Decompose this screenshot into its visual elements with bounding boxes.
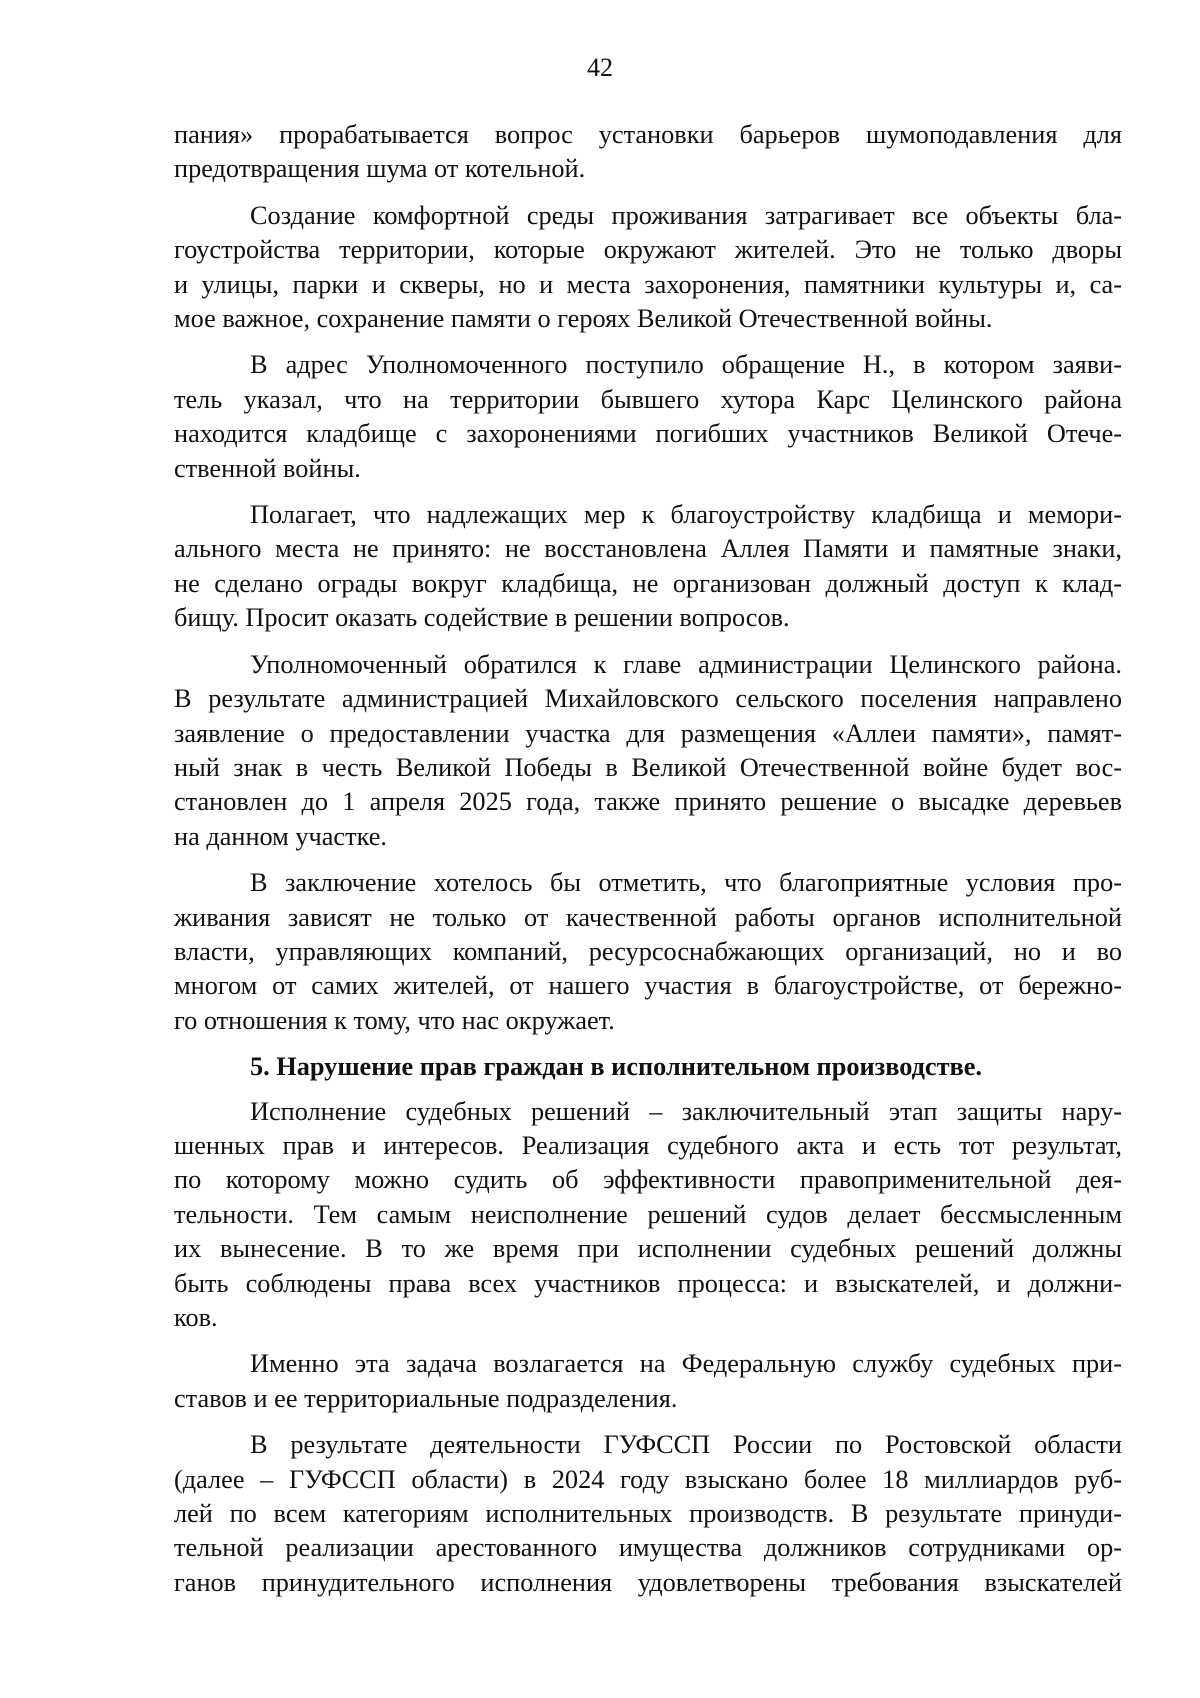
text-line: ный знак в честь Великой Победы в Великой Отечественной войне будет вос- <box>174 752 1122 782</box>
text-line: становлен до 1 апреля 2025 года, также принято решение о высадке деревьев <box>174 787 1122 817</box>
text-line: предотвращения шума от котельной. <box>174 154 586 184</box>
text-line: ственной войны. <box>174 453 361 483</box>
section-heading: 5. Нарушение прав граждан в исполнительном производстве. <box>250 1052 982 1082</box>
text-line: ков. <box>174 1303 218 1332</box>
text-line: ганов принудительного исполнения удовлетворены требования взыскателей <box>174 1567 1122 1597</box>
paragraph-appeal <box>174 348 1122 486</box>
text-line: пания» прорабатывается вопрос установки барьеров шумоподавления для <box>174 120 1122 149</box>
text-line: тельной реализации арестованного имущества должников сотрудниками ор- <box>174 1533 1122 1563</box>
text-line: Исполнение судебных решений – заключительный этап защиты нару- <box>250 1096 1122 1126</box>
text-line: Создание комфортной среды проживания затрагивает все объекты бла- <box>250 200 1122 230</box>
text-line: не сделано ограды вокруг кладбища, не организован должный доступ к клад- <box>174 568 1122 598</box>
text-line: власти, управляющих компаний, ресурсоснабжающих организаций, но и во <box>174 936 1122 966</box>
text-line: заявление о предоставлении участка для размещения «Аллеи памяти», памят- <box>174 718 1122 748</box>
text-line: бищу. Просит оказать содействие в решении вопросов. <box>174 603 790 633</box>
text-line: находится кладбище с захоронениями погибших участников Великой Отече- <box>174 419 1122 449</box>
text-line: го отношения к тому, что нас окружает. <box>174 1005 615 1035</box>
text-line: тельности. Тем самым неисполнение решений судов делает бессмысленным <box>174 1199 1122 1229</box>
text-line: многом от самих жителей, от нашего участия в благоустройстве, от бережно- <box>174 971 1122 1001</box>
text-line: ального места не принято: не восстановлена Аллея Памяти и памятные знаки, <box>174 534 1122 564</box>
text-line: шенных прав и интересов. Реализация судебного акта и есть тот результат, <box>174 1130 1122 1160</box>
text-line: Полагает, что надлежащих мер к благоустройству кладбища и мемори- <box>250 500 1122 530</box>
text-line: В результате деятельности ГУФССП России по Ростовской области <box>250 1430 1122 1460</box>
text-line: (далее – ГУФССП области) в 2024 году взыскано более 18 миллиардов руб- <box>174 1464 1122 1494</box>
paragraph-result <box>174 648 1122 854</box>
page-body <box>174 118 1122 1612</box>
paragraph-conclusion <box>174 866 1122 1038</box>
paragraph-measures <box>174 498 1122 636</box>
text-line: на данном участке. <box>174 821 387 851</box>
text-line: лей по всем категориям исполнительных производств. В результате принуди- <box>174 1499 1122 1529</box>
page-number: 42 <box>587 53 613 82</box>
paragraph-gufssp-results <box>174 1428 1122 1600</box>
text-line: тель указал, что на территории бывшего хутора Карс Целинского района <box>174 384 1122 414</box>
text-line: мое важное, сохранение памяти о героях Великой Отечественной войны. <box>174 304 993 334</box>
text-line: Именно эта задача возлагается на Федеральную службу судебных при- <box>250 1349 1122 1379</box>
paragraph-comfortable-environment <box>174 199 1122 337</box>
paragraph-enforcement <box>174 1095 1122 1336</box>
text-line: В результате администрацией Михайловского сельского поселения направлено <box>174 684 1122 714</box>
text-line: их вынесение. В то же время при исполнении судебных решений должны <box>174 1234 1122 1264</box>
text-line: живания зависят не только от качественной работы органов исполнительной <box>174 902 1122 932</box>
text-line: гоустройства территории, которые окружают жителей. Это не только дворы <box>174 235 1122 265</box>
text-line: В заключение хотелось бы отметить, что благоприятные условия про- <box>250 868 1122 898</box>
text-line: по которому можно судить об эффективности правоприменительной дея- <box>174 1165 1122 1195</box>
text-line: ставов и ее территориальные подразделения. <box>174 1383 678 1413</box>
paragraph-bailiff-service <box>174 1347 1122 1416</box>
paragraph-continuation <box>174 118 1122 187</box>
text-line: и улицы, парки и скверы, но и места захоронения, памятники культуры и, са- <box>174 269 1122 299</box>
text-line: Уполномоченный обратился к главе администрации Целинского района. <box>250 649 1122 679</box>
text-line: В адрес Уполномоченного поступило обращение Н., в котором заяви- <box>250 350 1122 380</box>
text-line: быть соблюдены права всех участников процесса: и взыскателей, и должни- <box>174 1268 1122 1298</box>
